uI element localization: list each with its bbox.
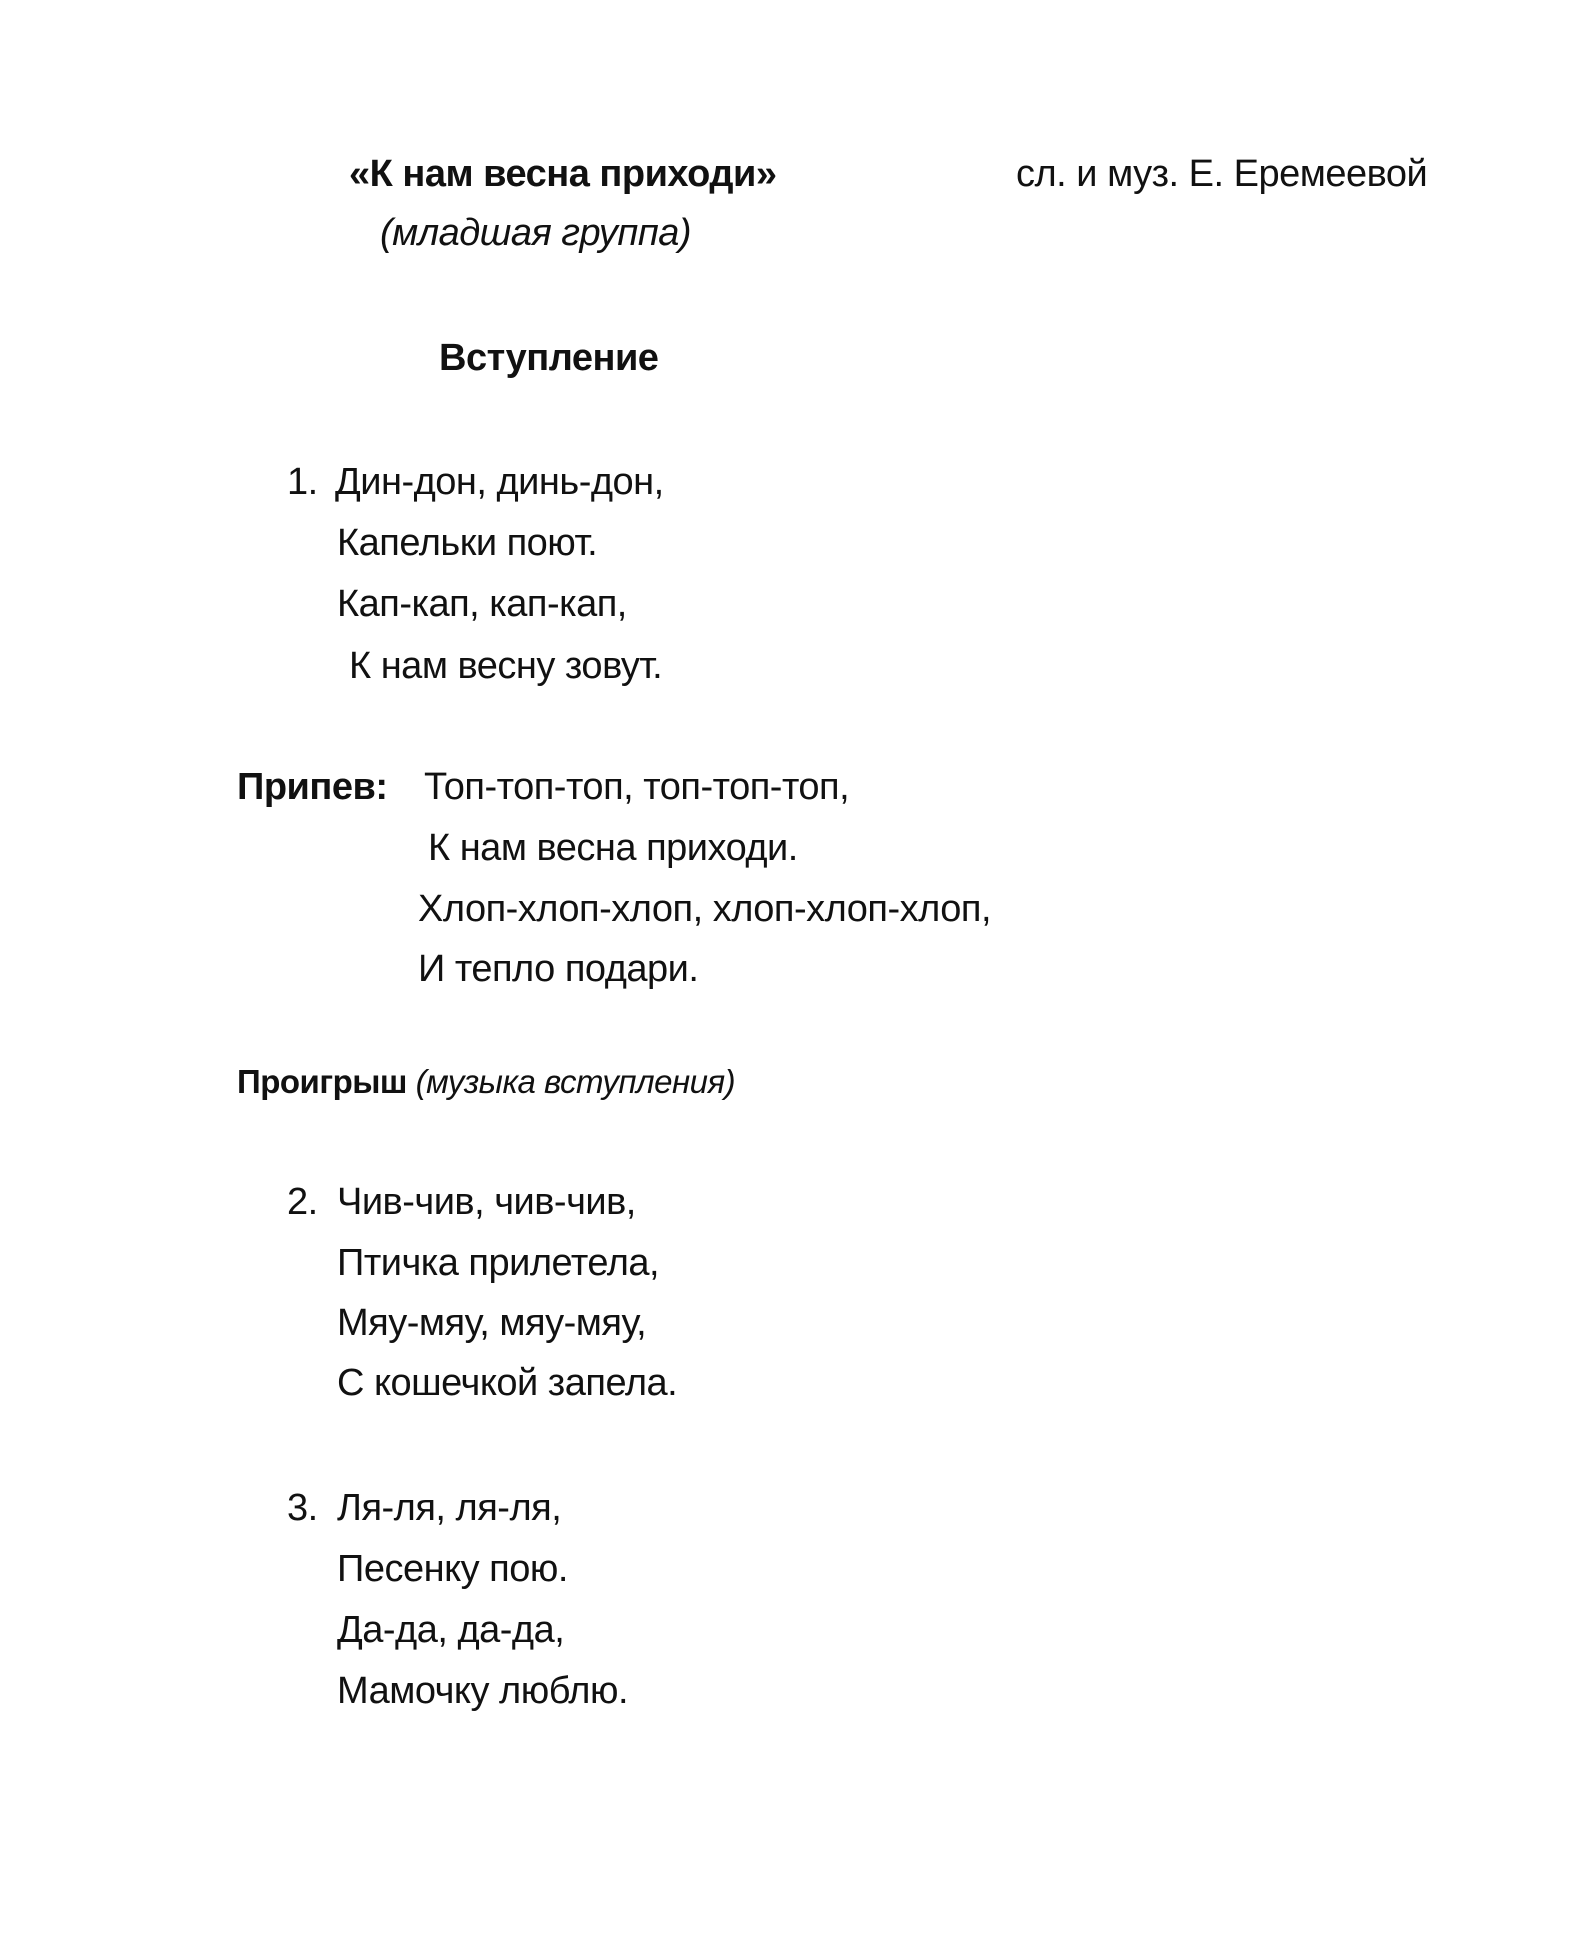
verse-line: С кошечкой запела. bbox=[337, 1362, 678, 1404]
verse-number: 1. bbox=[287, 461, 318, 503]
intro-heading: Вступление bbox=[439, 337, 659, 379]
chorus-line: К нам весна приходи. bbox=[428, 827, 798, 869]
chorus-label: Припев: bbox=[237, 766, 388, 808]
verse-line: К нам весну зовут. bbox=[349, 645, 663, 687]
verse-line: Мамочку люблю. bbox=[337, 1670, 629, 1712]
verse-line: Капельки поют. bbox=[337, 522, 598, 564]
interlude-note: (музыка вступления) bbox=[415, 1063, 736, 1100]
verse-line: Чив-чив, чив-чив, bbox=[337, 1181, 636, 1223]
verse-line: Да-да, да-да, bbox=[337, 1609, 565, 1651]
interlude-label: Проигрыш bbox=[237, 1063, 407, 1100]
age-group: (младшая группа) bbox=[380, 212, 692, 254]
verse-line: Дин-дон, динь-дон, bbox=[335, 461, 664, 503]
verse-number: 2. bbox=[287, 1181, 318, 1223]
verse-line: Птичка прилетела, bbox=[337, 1242, 660, 1284]
song-credits: сл. и муз. Е. Еремеевой bbox=[1016, 153, 1428, 195]
song-title: «К нам весна приходи» bbox=[349, 153, 777, 195]
verse-line: Песенку пою. bbox=[337, 1548, 568, 1590]
chorus-line: И тепло подари. bbox=[418, 948, 699, 990]
verse-number: 3. bbox=[287, 1487, 318, 1529]
chorus-line: Хлоп-хлоп-хлоп, хлоп-хлоп-хлоп, bbox=[418, 888, 991, 930]
interlude bbox=[237, 1065, 735, 1098]
verse-line: Ля-ля, ля-ля, bbox=[337, 1487, 562, 1529]
verse-line: Кап-кап, кап-кап, bbox=[337, 583, 627, 625]
chorus-line: Топ-топ-топ, топ-топ-топ, bbox=[424, 766, 850, 808]
verse-line: Мяу-мяу, мяу-мяу, bbox=[337, 1302, 647, 1344]
